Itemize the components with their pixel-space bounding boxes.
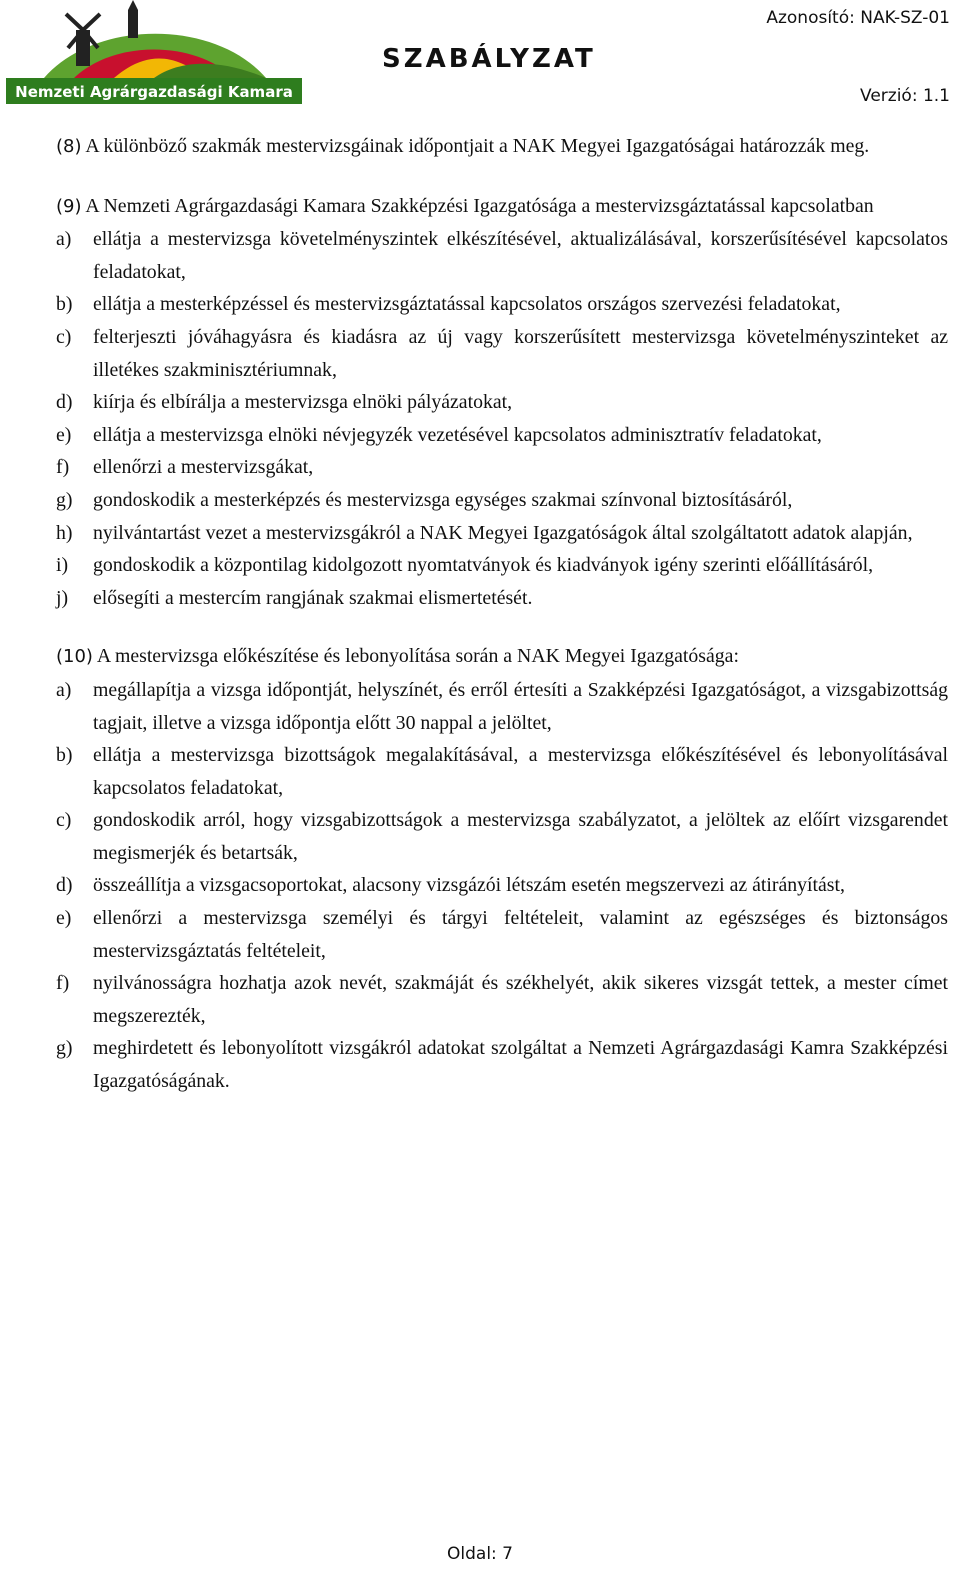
list-item: [0, 321, 948, 386]
list-marker: b): [56, 744, 73, 767]
list-item-text: gondoskodik arról, hogy vizsgabizottságok a mestervizsga szabályzatot, a jelöltek az előírt vizsgarendet megismerjék és betartsák,: [93, 809, 948, 864]
list-item-text: ellátja a mestervizsga elnöki névjegyzék vezetésével kapcsolatos adminisztratív feladatokat,: [93, 423, 822, 446]
list-item: [0, 419, 948, 452]
list-item: [0, 484, 948, 517]
list-marker: e): [56, 907, 72, 930]
document-version: Verzió: 1.1: [860, 86, 950, 106]
list-marker: g): [56, 1037, 73, 1060]
list-item: [0, 451, 948, 484]
list-item-text: ellátja a mesterképzéssel és mestervizsgáztatással kapcsolatos országos szervezési feladatokat,: [93, 293, 841, 316]
section-text: A Nemzeti Agrárgazdasági Kamara Szakképzési Igazgatósága a mestervizsgáztatással kapcsolatban: [85, 194, 874, 217]
list-item-text: felterjeszti jóváhagyásra és kiadásra az új vagy korszerűsített mestervizsga követelményszinteket az illetékes szakminisztériumnak,: [93, 325, 948, 381]
section-number: (8): [56, 136, 82, 157]
list-item: [0, 582, 948, 615]
list-item-text: gondoskodik a mesterképzés és mestervizsga egységes szakmai színvonal biztosításáról,: [93, 488, 793, 511]
section-9: [56, 190, 948, 615]
list-item-text: meghirdetett és lebonyolított vizsgákról adatokat szolgáltat a Nemzeti Agrárgazdasági Kamra Szakképzési Igazgatóságának.: [93, 1037, 948, 1093]
logo-wordmark: Nemzeti Agrárgazdasági Kamara: [15, 83, 293, 101]
section-list: [0, 674, 948, 1098]
document-body: [56, 130, 948, 1098]
list-marker: j): [56, 586, 69, 609]
section-10: [56, 640, 948, 1097]
list-item-text: gondoskodik a központilag kidolgozott nyomtatványok és kiadványok igény szerinti előállításáról,: [93, 554, 874, 577]
list-marker: a): [56, 228, 72, 251]
list-item: [0, 223, 948, 288]
nak-logo: [4, 0, 304, 108]
list-item-text: kiírja és elbírálja a mestervizsga elnöki pályázatokat,: [93, 391, 513, 414]
list-item: [0, 288, 948, 321]
list-item: [0, 902, 948, 967]
section-paragraph: [56, 190, 948, 224]
list-item-text: összeállítja a vizsgacsoportokat, alacsony vizsgázói létszám esetén megszervezi az átirányítást,: [93, 874, 845, 897]
list-item: [0, 517, 948, 550]
list-item: [0, 869, 948, 902]
list-item-text: ellenőrzi a mestervizsga személyi és tárgyi feltételeit, valamint az egészséges és biztonságos mestervizsgáztatás feltételeit,: [93, 907, 948, 962]
list-item-text: ellátja a mestervizsga bizottságok megalakításával, a mestervizsga előkészítésével és lebonyolításával kapcsolatos feladatokat,: [93, 744, 948, 799]
list-item: [0, 386, 948, 419]
list-marker: d): [56, 391, 73, 414]
section-paragraph: [56, 640, 948, 674]
document-id: Azonosító: NAK-SZ-01: [766, 8, 950, 28]
list-marker: h): [56, 521, 73, 544]
section-text: A különböző szakmák mestervizsgáinak időpontjait a NAK Megyei Igazgatóságai határozzák meg.: [85, 135, 870, 157]
section-number: (10): [56, 646, 93, 668]
list-item: [0, 804, 948, 869]
list-item-text: megállapítja a vizsga időpontját, helyszínét, és erről értesíti a Szakképzési Igazgatóságot, a vizsgabizottság tagjait, illetve a vizsga időpontja előtt 30 nappal a jelöltet,: [93, 678, 948, 734]
list-item: [0, 549, 948, 582]
list-marker: g): [56, 488, 73, 511]
section-number: (9): [56, 195, 82, 217]
list-marker: d): [56, 874, 73, 897]
section-text: A mestervizsga előkészítése és lebonyolítása során a NAK Megyei Igazgatósága:: [96, 645, 739, 668]
section-list: [0, 223, 948, 614]
list-item-text: nyilvánosságra hozhatja azok nevét, szakmáját és székhelyét, akik sikeres vizsgát tettek, a mester címet megszerezték,: [93, 972, 948, 1027]
list-marker: f): [56, 456, 70, 479]
list-item-text: nyilvántartást vezet a mestervizsgákról a NAK Megyei Igazgatóságok által szolgáltatott adatok alapján,: [93, 521, 913, 544]
page-header: [0, 0, 960, 112]
list-item-text: elősegíti a mestercím rangjának szakmai elismertetését.: [93, 586, 533, 609]
list-marker: c): [56, 809, 72, 832]
section-8: [56, 130, 948, 164]
list-marker: c): [56, 325, 72, 348]
nak-logo-graphic: [4, 0, 304, 108]
list-item: [0, 739, 948, 804]
list-item: [0, 967, 948, 1032]
list-item: [0, 674, 948, 739]
list-item-text: ellátja a mestervizsga követelményszintek elkészítésével, aktualizálásával, korszerűsítésével kapcsolatos feladatokat,: [93, 228, 948, 283]
list-marker: i): [56, 554, 69, 577]
list-marker: b): [56, 293, 73, 316]
list-marker: a): [56, 678, 72, 701]
list-marker: e): [56, 423, 72, 446]
page-number: Oldal: 7: [447, 1544, 513, 1564]
document-type: SZABÁLYZAT: [382, 44, 596, 74]
list-marker: f): [56, 972, 70, 995]
list-item: [0, 1032, 948, 1097]
list-item-text: ellenőrzi a mestervizsgákat,: [93, 456, 314, 479]
section-paragraph: [56, 130, 948, 164]
